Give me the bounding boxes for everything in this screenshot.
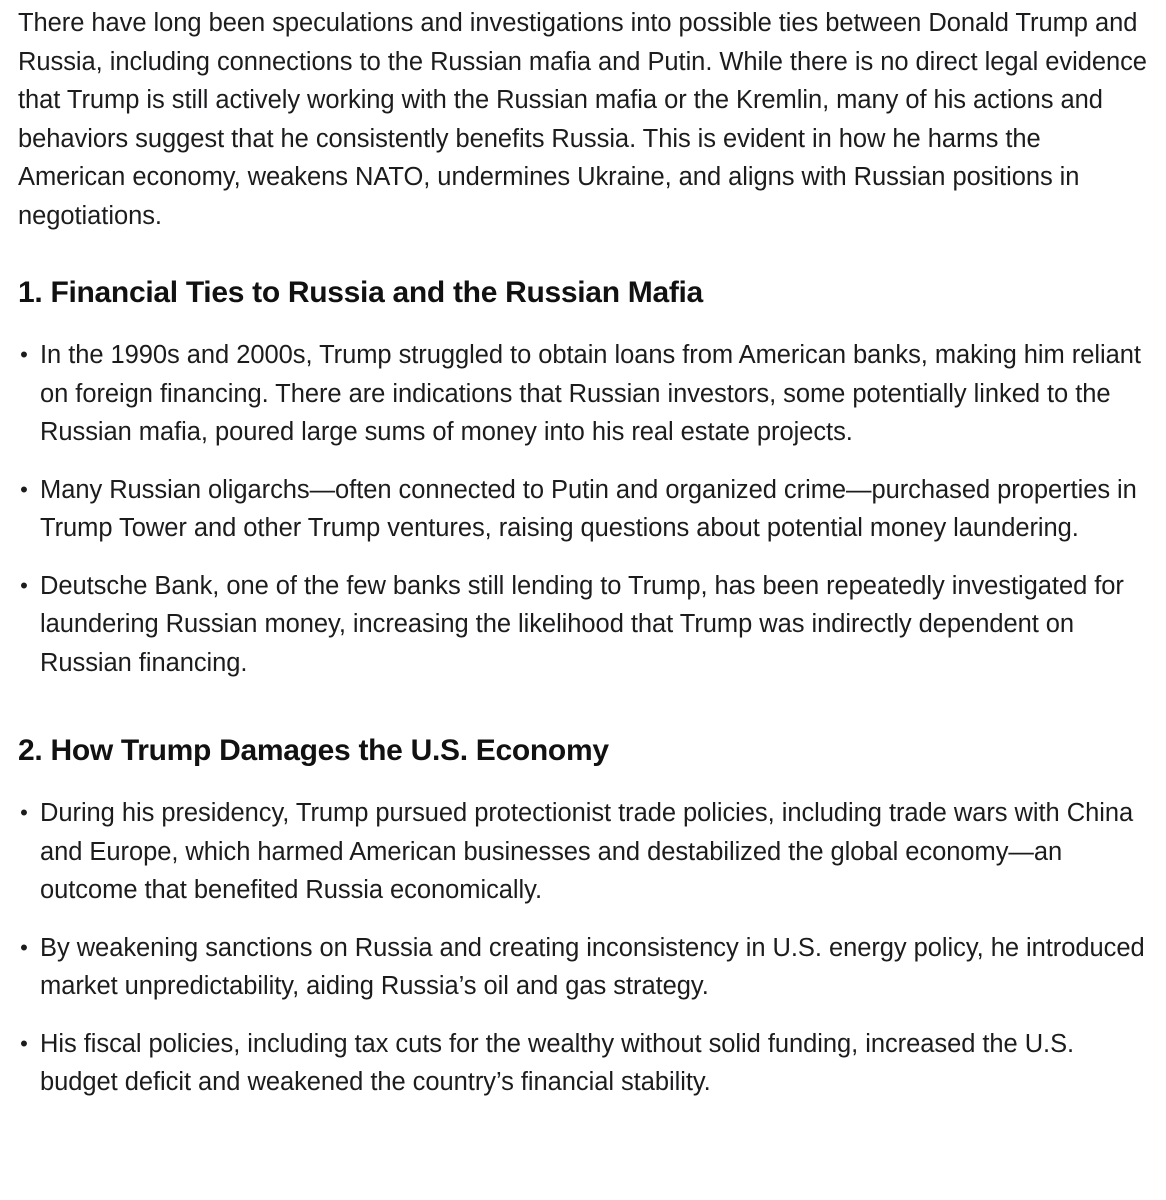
document-body	[18, 4, 1148, 1102]
section-heading-us-economy: 2. How Trump Damages the U.S. Economy	[18, 734, 609, 767]
list-item	[18, 336, 1148, 452]
bullet-marker: •	[20, 800, 28, 825]
bullet-marker: •	[20, 342, 28, 367]
bullet-marker: •	[20, 572, 28, 598]
bullet-text: His fiscal policies, including tax cuts for the wealthy without solid funding, increased the U.S. budget deficit and weakened the country’s financial stability.	[40, 1029, 1075, 1096]
bullet-text: Deutsche Bank, one of the few banks still lending to Trump, has been repeatedly investigated for laundering Russian money, increasing the likelihood that Trump was indirectly dependent on Russian financing.	[40, 571, 1124, 677]
bullet-text: During his presidency, Trump pursued protectionist trade policies, including trade wars with China and Europe, which harmed American businesses and destabilized the global economy—an outcome that benefited Russia economically.	[40, 799, 1134, 904]
bullet-list-us-economy	[18, 794, 1148, 1102]
bullet-marker: •	[20, 1030, 28, 1056]
bullet-text: In the 1990s and 2000s, Trump struggled to obtain loans from American banks, making him reliant on foreign financing. There are indications that Russian investors, some potentially linked to the Russian mafia, poured large sums of money into his real estate projects.	[40, 341, 1141, 446]
bullet-marker: •	[20, 934, 28, 960]
list-item	[18, 471, 1148, 548]
bullet-text: Many Russian oligarchs—often connected to Putin and organized crime—purchased properties in Trump Tower and other Trump ventures, raising questions about potential money laundering.	[40, 475, 1137, 542]
bullet-text: By weakening sanctions on Russia and creating inconsistency in U.S. energy policy, he introduced market unpredictability, aiding Russia’s oil and gas strategy.	[40, 933, 1145, 1000]
section-heading-financial-ties: 1. Financial Ties to Russia and the Russian Mafia	[18, 276, 703, 309]
intro-paragraph: There have long been speculations and investigations into possible ties between Donald Trump and Russia, including connections to the Russian mafia and Putin. While there is no direct legal evidence that Trump is still actively working with the Russian mafia or the Kremlin, many of his actions and behaviors suggest that he consistently benefits Russia. This is evident in how he harms the American economy, weakens NATO, undermines Ukraine, and aligns with Russian positions in negotiations.	[18, 9, 1147, 230]
bullet-list-financial-ties	[18, 336, 1148, 682]
list-item	[18, 929, 1148, 1006]
list-item	[18, 1025, 1148, 1102]
list-item	[18, 794, 1148, 910]
list-item	[18, 567, 1148, 683]
bullet-marker: •	[20, 476, 28, 502]
